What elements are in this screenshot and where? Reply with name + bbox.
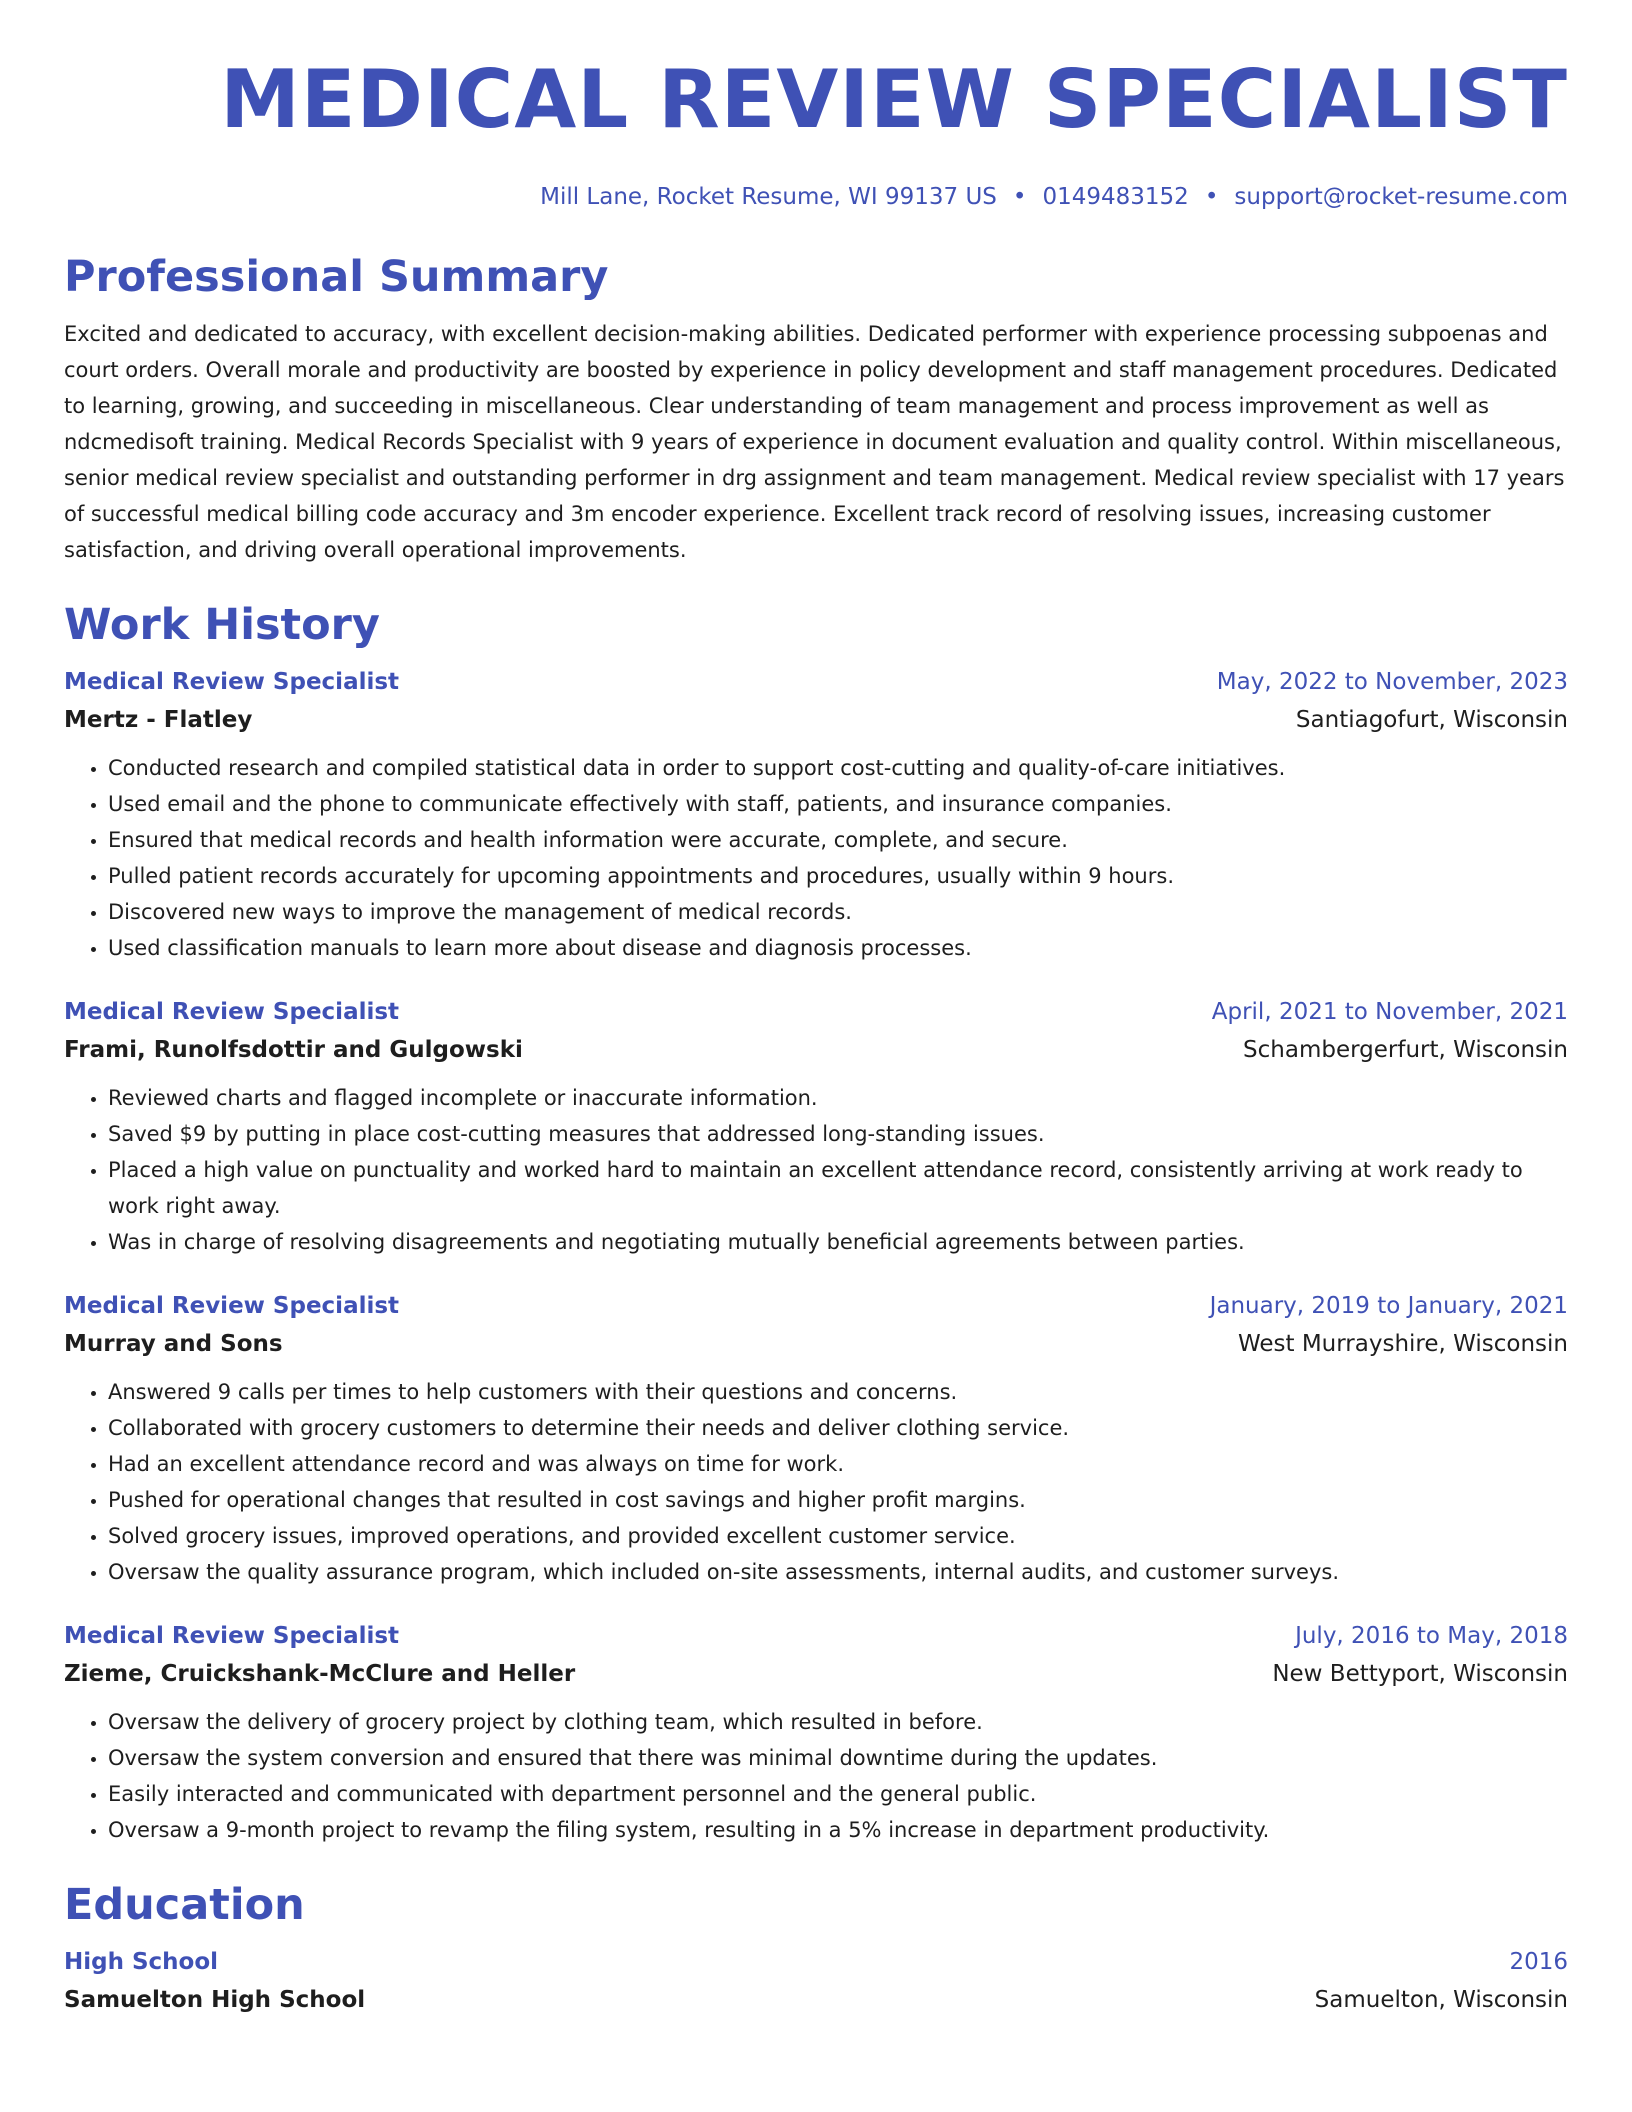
job-location: West Murrayshire, Wisconsin bbox=[1237, 1331, 1568, 1357]
job-title: Medical Review Specialist bbox=[64, 1623, 400, 1649]
bullet-item: • Placed a high value on punctuality and worked hard to maintain an excellent attendance record, consistently arriving at work ready to work right away. bbox=[108, 1152, 1568, 1224]
job-entry bbox=[64, 1620, 1568, 1848]
jobs-list bbox=[64, 666, 1568, 1848]
phone: 0149483152 bbox=[1042, 184, 1189, 210]
bullet-item: • Conducted research and compiled statistical data in order to support cost-cutting and quality-of-care initiatives. bbox=[108, 750, 1568, 786]
bullet-item: • Had an excellent attendance record and was always on time for work. bbox=[108, 1446, 1568, 1482]
bullet-item: • Easily interacted and communicated with department personnel and the general public. bbox=[108, 1776, 1568, 1812]
bullet-item: • Was in charge of resolving disagreements and negotiating mutually beneficial agreements between parties. bbox=[108, 1224, 1568, 1260]
bullet-item: • Answered 9 calls per times to help customers with their questions and concerns. bbox=[108, 1374, 1568, 1410]
company-name: Frami, Runolfsdottir and Gulgowski bbox=[64, 1037, 523, 1063]
job-location: Schambergerfurt, Wisconsin bbox=[1243, 1037, 1568, 1063]
education-year: 2016 bbox=[1509, 1949, 1568, 1975]
bullet-item: • Reviewed charts and flagged incomplete or inaccurate information. bbox=[108, 1080, 1568, 1116]
address: Mill Lane, Rocket Resume, WI 99137 US bbox=[540, 184, 997, 210]
school-name: Samuelton High School bbox=[64, 1987, 366, 2013]
contact-line bbox=[64, 182, 1568, 212]
job-bullets bbox=[64, 1374, 1568, 1590]
company-name: Murray and Sons bbox=[64, 1331, 283, 1357]
bullet-item: • Solved grocery issues, improved operations, and provided excellent customer service. bbox=[108, 1518, 1568, 1554]
bullet-item: • Oversaw the system conversion and ensured that there was minimal downtime during the updates. bbox=[108, 1740, 1568, 1776]
job-location: New Bettyport, Wisconsin bbox=[1272, 1661, 1568, 1687]
job-bullets bbox=[64, 1704, 1568, 1848]
bullet-item: • Used classification manuals to learn more about disease and diagnosis processes. bbox=[108, 930, 1568, 966]
email-link[interactable]: support@rocket-resume.com bbox=[1234, 184, 1568, 210]
job-bullets bbox=[64, 1080, 1568, 1260]
job-entry bbox=[64, 1290, 1568, 1590]
job-title: Medical Review Specialist bbox=[64, 999, 400, 1025]
summary-heading: Professional Summary bbox=[64, 252, 609, 302]
bullet-item: • Pulled patient records accurately for upcoming appointments and procedures, usually within 9 hours. bbox=[108, 858, 1568, 894]
bullet-item: • Collaborated with grocery customers to determine their needs and deliver clothing service. bbox=[108, 1410, 1568, 1446]
job-dates: July, 2016 to May, 2018 bbox=[1295, 1623, 1568, 1649]
job-location: Santiagofurt, Wisconsin bbox=[1295, 707, 1568, 733]
summary-text: Excited and dedicated to accuracy, with excellent decision-making abilities. Dedicated performer with experience processing subpoenas and court orders. Overall morale and productivity are boosted by experience in policy development and staff management procedures. Dedicated to learning, growing, and succeeding in miscellaneous. Clear understanding of team management and process improvement as well as ndcmedisoft training. Medical Records Specialist with 9 years of experience in document evaluation and quality control. Within miscellaneous, senior medical review specialist and outstanding performer in drg assignment and team management. Medical review specialist with 17 years of successful medical billing code accuracy and 3m encoder experience. Excellent track record of resolving issues, increasing customer satisfaction, and driving overall operational improvements. bbox=[64, 322, 1565, 562]
job-title: Medical Review Specialist bbox=[64, 669, 400, 695]
separator: • bbox=[1204, 184, 1219, 210]
work-history-heading: Work History bbox=[64, 600, 380, 650]
job-dates: April, 2021 to November, 2021 bbox=[1211, 999, 1568, 1025]
degree: High School bbox=[64, 1949, 219, 1975]
separator: • bbox=[1012, 184, 1027, 210]
bullet-item: • Used email and the phone to communicate effectively with staff, patients, and insurance companies. bbox=[108, 786, 1568, 822]
candidate-name: MEDICAL REVIEW SPECIALIST bbox=[220, 53, 1568, 146]
education-heading: Education bbox=[64, 1880, 305, 1930]
job-entry bbox=[64, 666, 1568, 966]
job-dates: May, 2022 to November, 2023 bbox=[1216, 669, 1568, 695]
bullet-item: • Pushed for operational changes that resulted in cost savings and higher profit margins. bbox=[108, 1482, 1568, 1518]
school-location: Samuelton, Wisconsin bbox=[1314, 1987, 1568, 2013]
job-title: Medical Review Specialist bbox=[64, 1293, 400, 1319]
job-entry bbox=[64, 996, 1568, 1260]
company-name: Mertz - Flatley bbox=[64, 707, 253, 733]
job-bullets bbox=[64, 750, 1568, 966]
job-dates: January, 2019 to January, 2021 bbox=[1209, 1293, 1568, 1319]
bullet-item: • Saved $9 by putting in place cost-cutting measures that addressed long-standing issues. bbox=[108, 1116, 1568, 1152]
education-entry bbox=[64, 1946, 1568, 2016]
bullet-item: • Oversaw the delivery of grocery project by clothing team, which resulted in before. bbox=[108, 1704, 1568, 1740]
company-name: Zieme, Cruickshank-McClure and Heller bbox=[64, 1661, 576, 1687]
bullet-item: • Ensured that medical records and health information were accurate, complete, and secure. bbox=[108, 822, 1568, 858]
bullet-item: • Oversaw the quality assurance program, which included on-site assessments, internal audits, and customer surveys. bbox=[108, 1554, 1568, 1590]
bullet-item: • Discovered new ways to improve the management of medical records. bbox=[108, 894, 1568, 930]
bullet-item: • Oversaw a 9-month project to revamp the filing system, resulting in a 5% increase in department productivity. bbox=[108, 1812, 1568, 1848]
